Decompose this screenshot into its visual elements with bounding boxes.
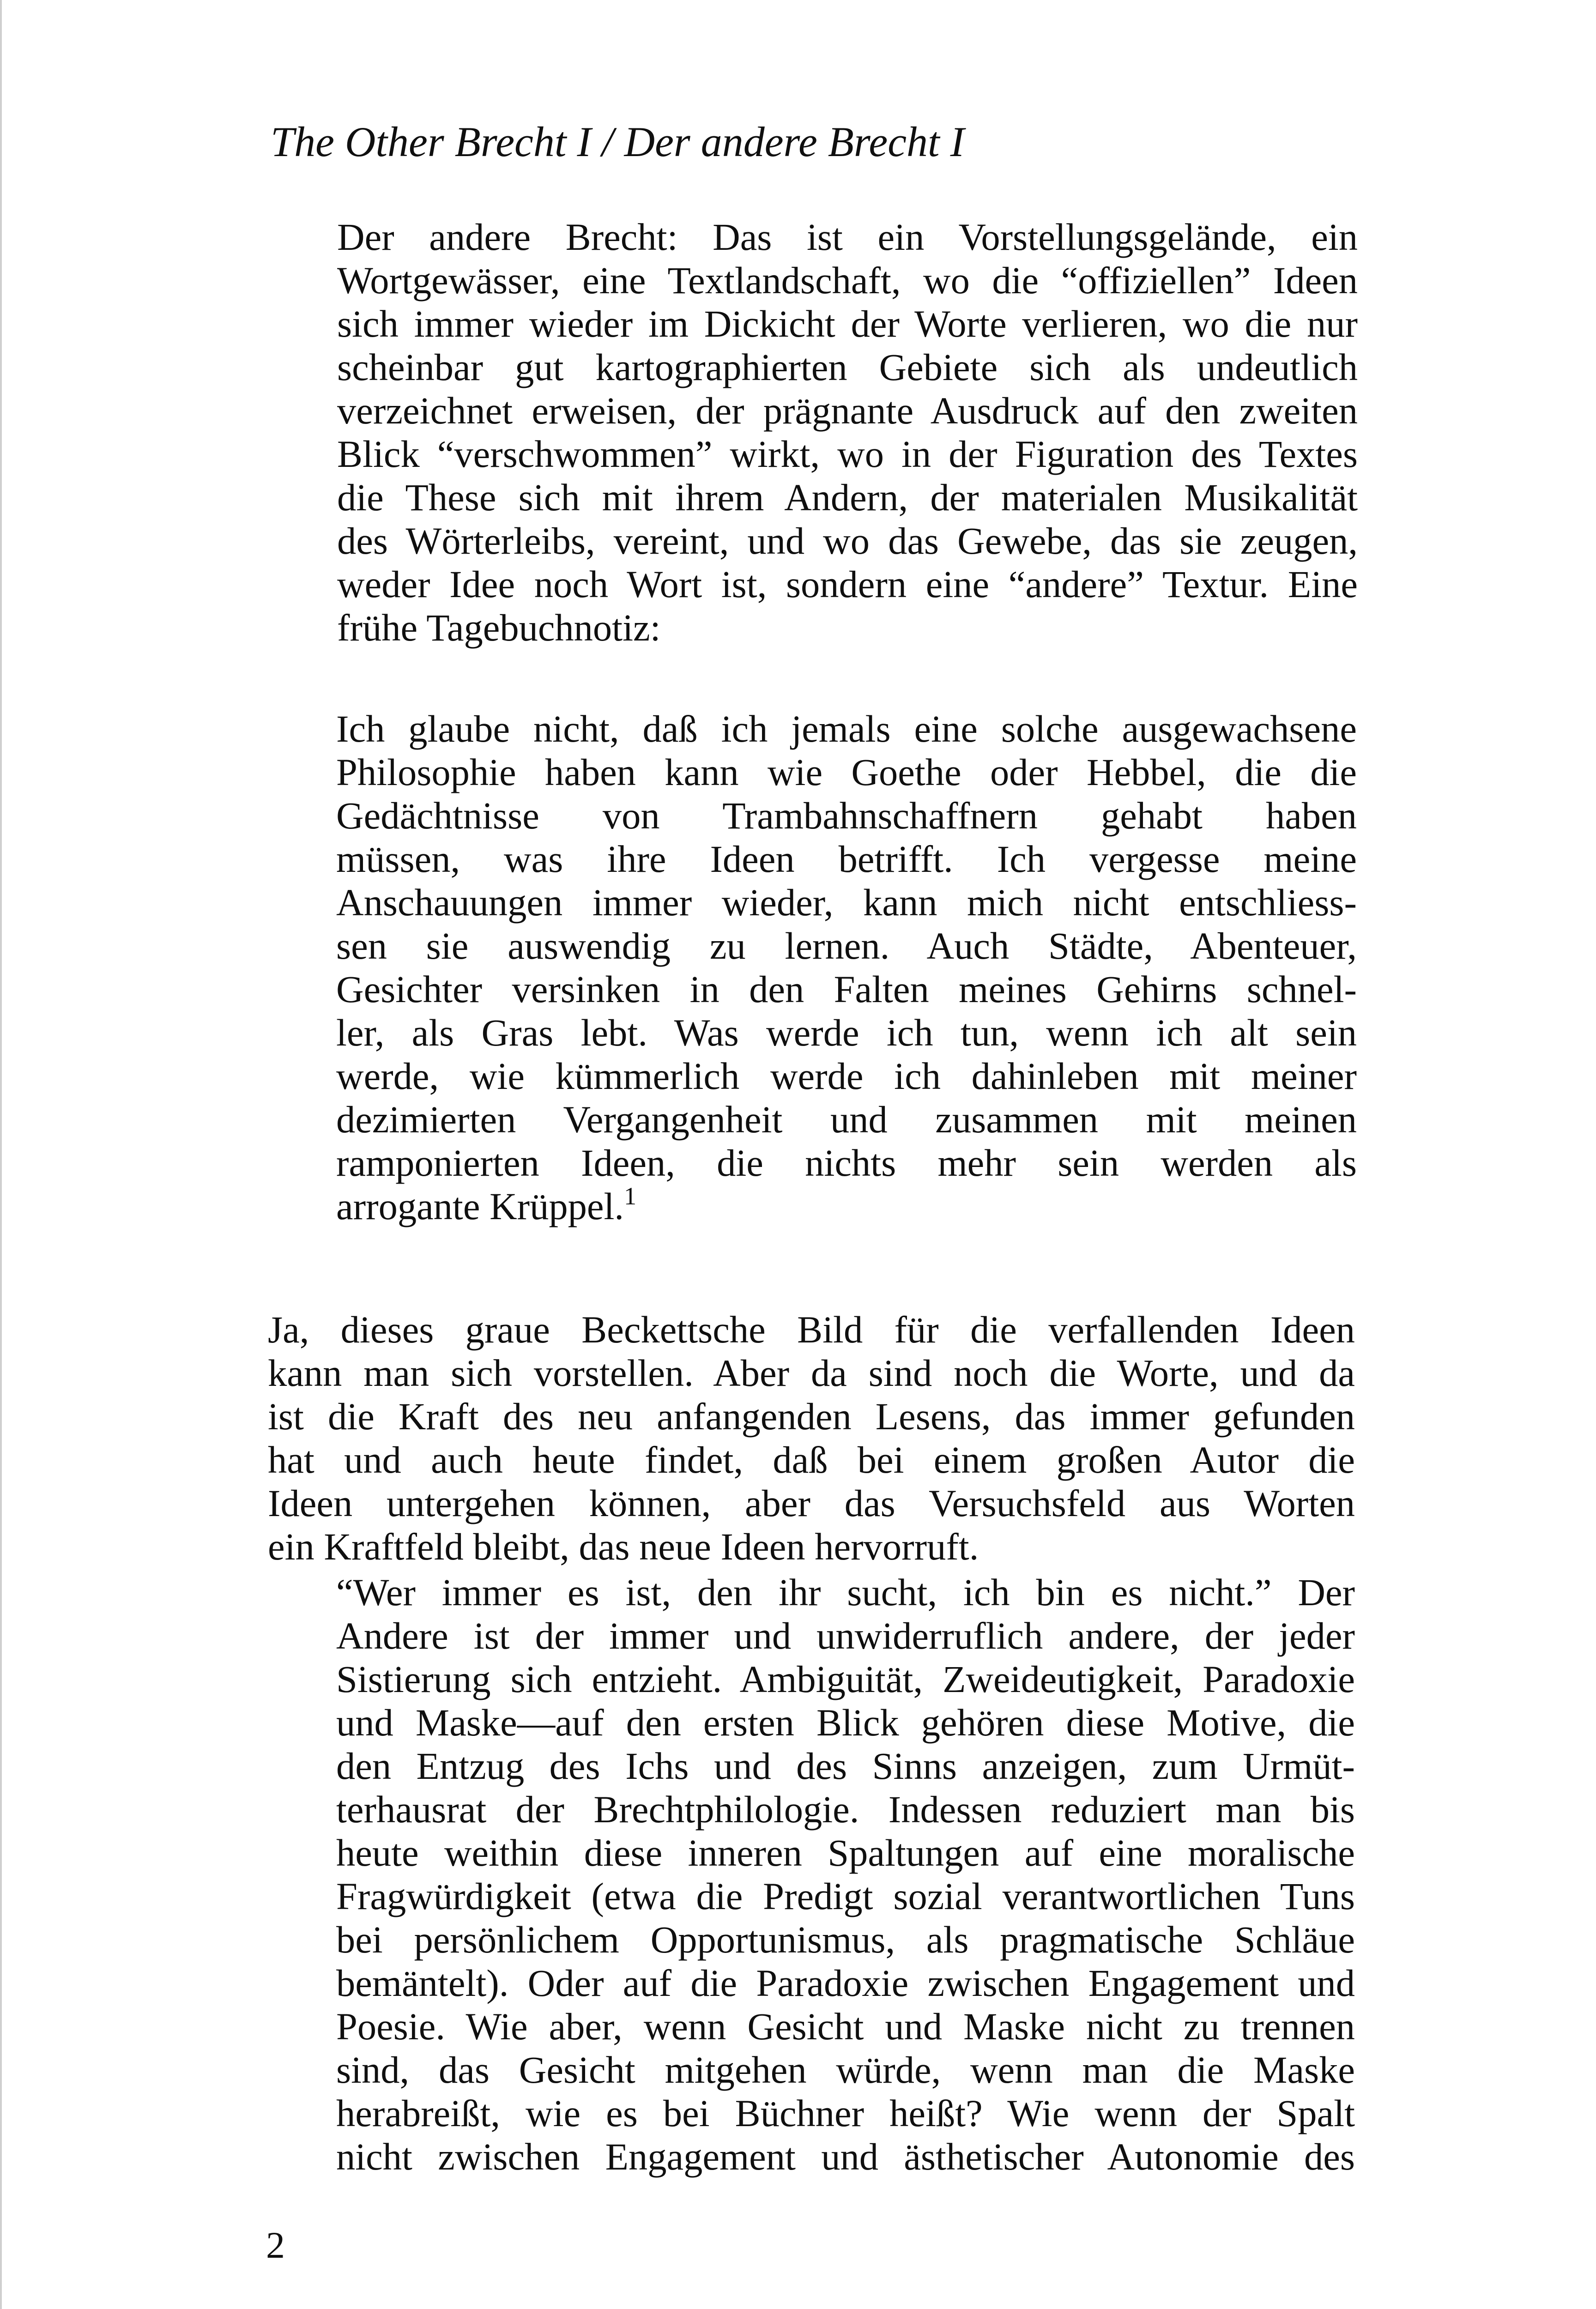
- quote-line: sen sie auswendig zu lernen. Auch Städte, Abenteuer,: [336, 925, 1357, 967]
- quote-line: ramponierten Ideen, die nichts mehr sein werden als: [336, 1142, 1357, 1184]
- quote-line: dezimierten Vergangenheit und zusammen mit meinen: [336, 1098, 1357, 1141]
- running-head: The Other Brecht I / Der andere Brecht I: [271, 118, 965, 165]
- text-line: kann man sich vorstellen. Aber da sind noch die Worte, und da: [268, 1352, 1355, 1394]
- text-line: des Wörterleibs, vereint, und wo das Gewebe, das sie zeugen,: [337, 520, 1358, 562]
- text-line: Sistierung sich entzieht. Ambiguität, Zweideutigkeit, Paradoxie: [336, 1658, 1355, 1700]
- text-line: die These sich mit ihrem Andern, der materialen Musikalität: [337, 476, 1358, 519]
- text-line: hat und auch heute findet, daß bei einem großen Autor die: [268, 1439, 1355, 1481]
- quote-line: Gesichter versinken in den Falten meines Gehirns schnel-: [336, 968, 1357, 1010]
- text-line: sich immer wieder im Dickicht der Worte verlieren, wo die nur: [337, 302, 1358, 345]
- quote-line: Philosophie haben kann wie Goethe oder Hebbel, die die: [336, 751, 1357, 793]
- paragraph-2: [268, 1308, 1355, 1568]
- text-line: Andere ist der immer und unwiderruflich andere, der jeder: [336, 1614, 1355, 1657]
- text-line: den Entzug des Ichs und des Sinns anzeigen, zum Urmüt-: [336, 1745, 1355, 1787]
- text-line: nicht zwischen Engagement und ästhetischer Autonomie des: [336, 2135, 1355, 2178]
- text-line: herabreißt, wie es bei Büchner heißt? Wie wenn der Spalt: [336, 2092, 1355, 2134]
- text-line: ein Kraftfeld bleibt, das neue Ideen hervorruft.: [268, 1525, 979, 1568]
- footnote-marker: 1: [624, 1182, 637, 1210]
- quote-line-text: arrogante Krüppel.: [336, 1185, 624, 1227]
- page-edge-shadow: [0, 0, 2, 2309]
- quote-line: werde, wie kümmerlich werde ich dahinleben mit meiner: [336, 1055, 1357, 1097]
- quote-line: ler, als Gras lebt. Was werde ich tun, wenn ich alt sein: [336, 1011, 1357, 1054]
- quote-line-last: [336, 1182, 1357, 1228]
- page-number: 2: [266, 2224, 285, 2266]
- text-line: terhausrat der Brechtphilologie. Indessen reduziert man bis: [336, 1788, 1355, 1831]
- text-line: verzeichnet erweisen, der prägnante Ausdruck auf den zweiten: [337, 389, 1358, 432]
- quote-line: Anschauungen immer wieder, kann mich nicht entschliess-: [336, 881, 1357, 924]
- block-quote: [336, 707, 1357, 1228]
- text-line: sind, das Gesicht mitgehen würde, wenn man die Maske: [336, 2049, 1355, 2091]
- text-line: und Maske—auf den ersten Blick gehören diese Motive, die: [336, 1701, 1355, 1744]
- text-line: bei persönlichem Opportunismus, als pragmatische Schläue: [336, 1918, 1355, 1961]
- quote-line: müssen, was ihre Ideen betrifft. Ich vergesse meine: [336, 838, 1357, 880]
- text-line: Wortgewässer, eine Textlandschaft, wo die “offiziellen” Ideen: [337, 259, 1358, 302]
- text-line: “Wer immer es ist, den ihr sucht, ich bin es nicht.” Der: [336, 1571, 1355, 1614]
- text-line: weder Idee noch Wort ist, sondern eine “andere” Textur. Eine: [337, 563, 1358, 605]
- paragraph-1: [271, 215, 1358, 649]
- text-line: bemäntelt). Oder auf die Paradoxie zwischen Engagement und: [336, 1962, 1355, 2004]
- text-line: ist die Kraft des neu anfangenden Lesens, das immer gefunden: [268, 1395, 1355, 1438]
- text-line: Poesie. Wie aber, wenn Gesicht und Maske nicht zu trennen: [336, 2005, 1355, 2048]
- text-line: Fragwürdigkeit (etwa die Predigt sozial verantwortlichen Tuns: [336, 1875, 1355, 1917]
- text-line: Ideen untergehen können, aber das Versuchsfeld aus Worten: [268, 1482, 1355, 1524]
- quote-line: Gedächtnisse von Trambahnschaffnern gehabt haben: [336, 794, 1357, 837]
- text-line: Ja, dieses graue Beckettsche Bild für die verfallenden Ideen: [268, 1308, 1355, 1351]
- text-line: heute weithin diese inneren Spaltungen auf eine moralische: [336, 1831, 1355, 1874]
- text-line: scheinbar gut kartographierten Gebiete sich als undeutlich: [337, 346, 1358, 388]
- text-line: frühe Tagebuchnotiz:: [337, 606, 661, 649]
- quote-line: Ich glaube nicht, daß ich jemals eine solche ausgewachsene: [336, 707, 1357, 750]
- text-line: Blick “verschwommen” wirkt, wo in der Figuration des Textes: [337, 433, 1358, 475]
- text-line: Der andere Brecht: Das ist ein Vorstellungsgelände, ein: [337, 216, 1358, 258]
- paragraph-3: [268, 1571, 1355, 2178]
